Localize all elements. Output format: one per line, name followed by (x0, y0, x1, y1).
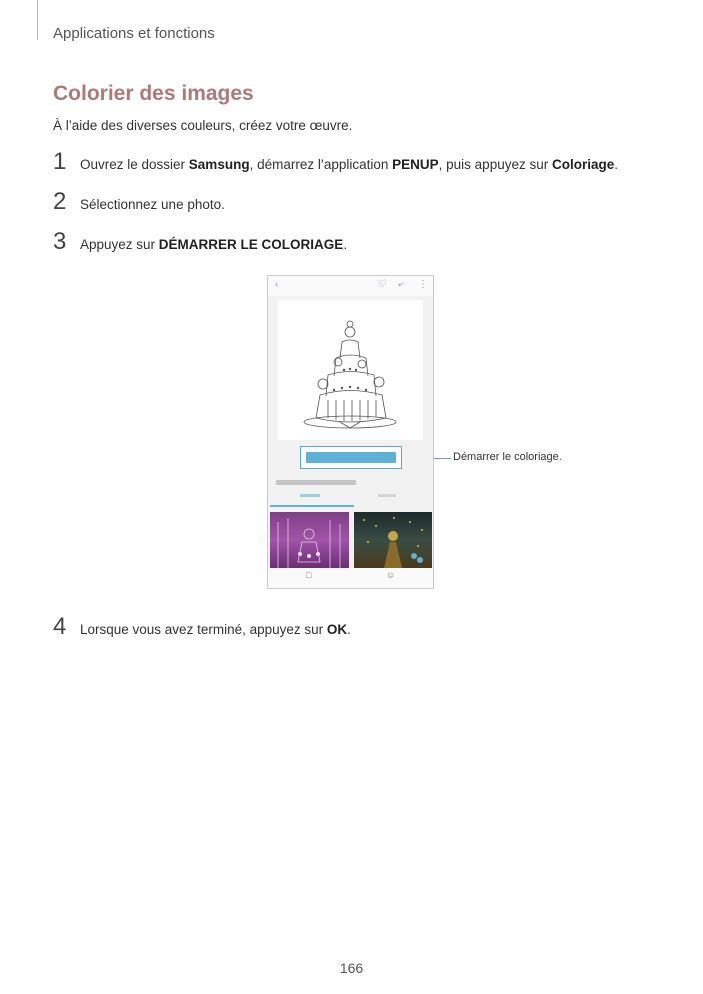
intro-text: À l’aide des diverses couleurs, créez votre œuvre. (53, 118, 353, 133)
start-coloring-button[interactable] (306, 452, 396, 463)
phone-bottom-nav (268, 568, 433, 588)
step-number: 2 (53, 188, 67, 215)
section-header: Applications et fonctions (53, 25, 215, 42)
more-vertical-icon[interactable]: ⋮ (418, 279, 428, 290)
face-icon[interactable]: ☺ (386, 570, 396, 580)
step-2 (53, 190, 225, 214)
chat-icon[interactable]: □ (306, 570, 312, 580)
bold-term: PENUP (392, 157, 439, 172)
phone-screenshot (267, 275, 434, 589)
heart-icon[interactable]: ♡ (378, 279, 387, 290)
thumbnail-art (270, 512, 349, 568)
chevron-left-icon[interactable]: ‹ (275, 279, 279, 290)
gallery-thumbnail[interactable] (354, 512, 432, 568)
corner-divider (37, 0, 38, 40)
tab-indicator (270, 505, 354, 507)
phone-action-bar (268, 276, 433, 296)
tab-inactive[interactable] (378, 494, 396, 497)
tab-active[interactable] (300, 494, 320, 497)
cake-line-art (278, 300, 423, 440)
coloring-canvas (278, 300, 423, 440)
bold-term: Coloriage (551, 157, 615, 172)
step-text: Sélectionnez une photo. (80, 197, 225, 212)
bold-term: DÉMARRER LE COLORIAGE (158, 237, 344, 252)
section-heading-placeholder (276, 480, 356, 485)
step-1 (53, 150, 618, 174)
callout-line (434, 458, 451, 459)
gallery-thumbnail[interactable] (270, 512, 349, 568)
step-number: 3 (53, 228, 67, 255)
step-number: 1 (53, 148, 67, 175)
callout-label: Démarrer le coloriage. (453, 451, 562, 463)
step-text: Lorsque vous avez terminé, appuyez sur OK. (80, 622, 351, 637)
page-number: 166 (339, 960, 364, 976)
start-coloring-highlight (300, 446, 402, 469)
step-text: Ouvrez le dossier Samsung, démarrez l’application PENUP, puis appuyez sur Coloriage. (80, 157, 619, 172)
page-title: Colorier des images (53, 82, 254, 105)
thumbnail-art (354, 512, 432, 568)
step-number: 4 (53, 613, 67, 640)
step-3 (53, 230, 347, 254)
bold-term: Samsung (188, 157, 250, 172)
step-text: Appuyez sur DÉMARRER LE COLORIAGE. (80, 237, 348, 252)
bold-term: OK (326, 622, 348, 637)
share-icon[interactable]: ⤶ (398, 279, 404, 290)
step-4 (53, 615, 351, 639)
